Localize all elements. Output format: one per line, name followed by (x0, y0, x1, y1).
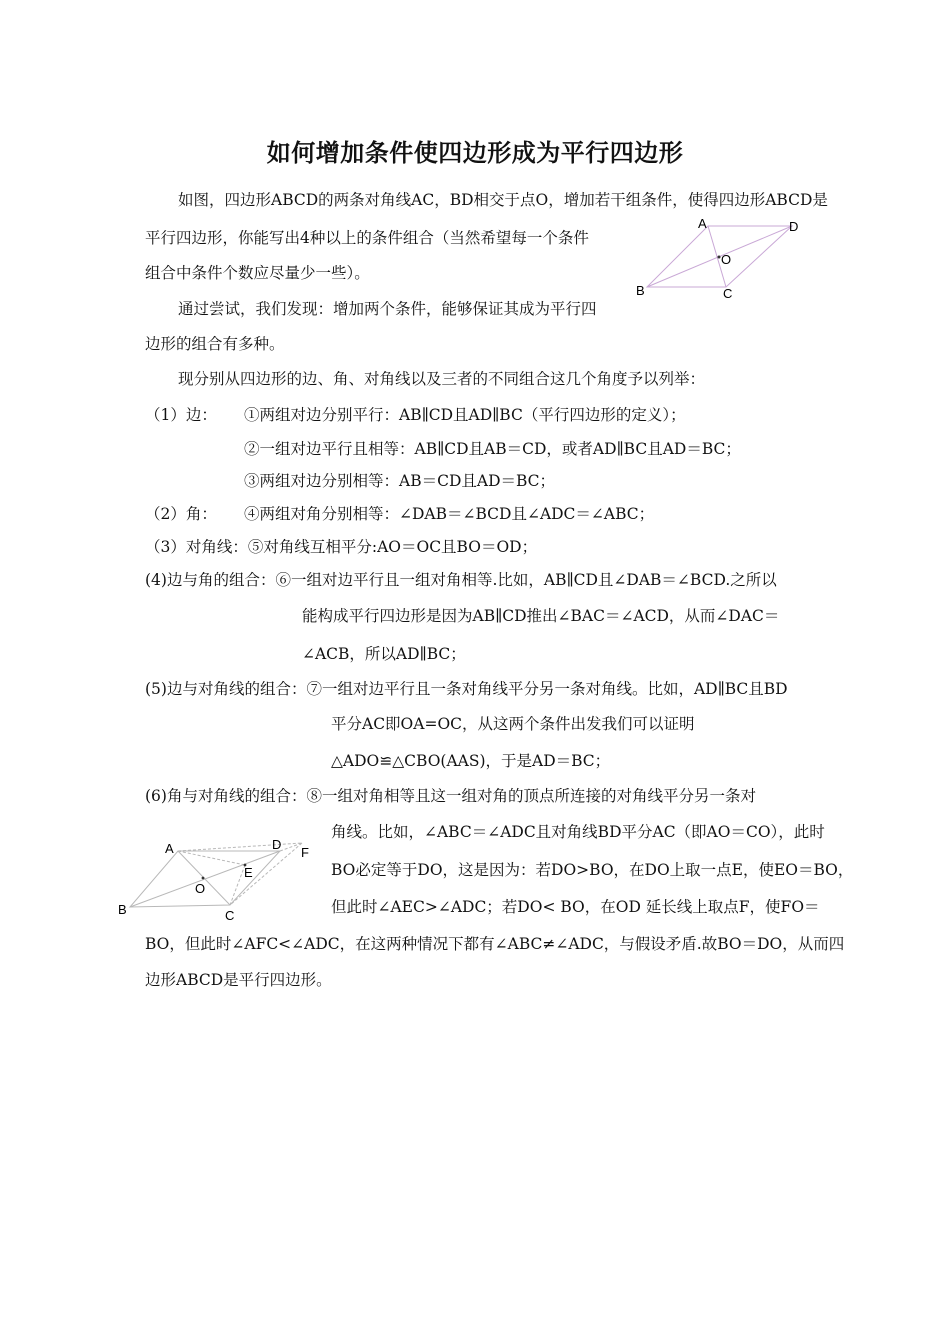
intro-line-4: 通过尝试，我们发现：增加两个条件，能够保证其成为平行四 (178, 300, 597, 318)
figure1-label-C: C (723, 286, 733, 301)
parallelogram-figure-1 (630, 212, 810, 304)
figure2-label-D: D (272, 837, 282, 852)
figure2-label-C: C (225, 908, 235, 923)
section-2-item-1: ④两组对角分别相等：∠DAB＝∠BCD且∠ADC＝∠ABC； (244, 505, 655, 523)
section-1-label: （1）边： (145, 406, 217, 424)
section-5-line-1: (5)边与对角线的组合：⑦一组对边平行且一条对角线平分另一条对角线。比如，AD∥BC且BD (145, 680, 788, 698)
section-6-line-3: BO必定等于DO，这是因为：若DO>BO，在DO上取一点E，使EO＝BO， (331, 861, 854, 879)
section-1-item-3: ③两组对边分别相等：AB＝CD且AD＝BC； (244, 472, 556, 490)
section-3-line: （3）对角线：⑤对角线互相平分:AO＝OC且BO＝OD； (145, 538, 538, 556)
intro-line-3: 组合中条件个数应尽量少一些）。 (145, 264, 370, 282)
figure2-label-A: A (165, 841, 174, 856)
section-1-item-1: ①两组对边分别平行：AB∥CD且AD∥BC（平行四边形的定义）； (244, 406, 686, 424)
section-1-item-2: ②一组对边平行且相等：AB∥CD且AB＝CD，或者AD∥BC且AD＝BC； (244, 440, 741, 458)
section-6-line-5: BO，但此时∠AFC<∠ADC，在这两种情况下都有∠ABC≠∠ADC，与假设矛盾.故BO＝DO，从而四 (145, 935, 845, 953)
figure2-edges (130, 851, 280, 907)
intro-line-1: 如图，四边形ABCD的两条对角线AC，BD相交于点O，增加若干组条件，使得四边形ABCD是 (178, 191, 828, 209)
section-4-line-2: 能构成平行四边形是因为AB∥CD推出∠BAC＝∠ACD，从而∠DAC＝ (302, 607, 780, 625)
section-5-line-2: 平分AC即OA=OC，从这两个条件出发我们可以证明 (331, 715, 695, 733)
intro-line-5: 边形的组合有多种。 (145, 335, 285, 353)
section-4-line-3: ∠ACB，所以AD∥BC； (302, 645, 466, 663)
page-title: 如何增加条件使四边形成为平行四边形 (266, 138, 684, 167)
section-6-line-1: (6)角与对角线的组合：⑧一组对角相等且这一组对角的顶点所连接的对角线平分另一条对 (145, 787, 756, 805)
intro-line-2: 平行四边形，你能写出4种以上的条件组合（当然希望每一个条件 (145, 229, 589, 247)
figure2-label-O: O (195, 881, 206, 896)
section-6-line-4: 但此时∠AEC>∠ADC；若DO< BO，在OD 延长线上取点F，使FO＝ (331, 898, 820, 916)
figure2-label-B: B (118, 902, 127, 917)
section-6-line-2: 角线。比如，∠ABC＝∠ADC且对角线BD平分AC（即AO＝CO），此时 (331, 823, 825, 841)
figure2-label-E: E (244, 865, 253, 880)
section-4-line-1: (4)边与角的组合：⑥一组对边平行且一组对角相等.比如，AB∥CD且∠DAB＝∠BCD.之所以 (145, 571, 777, 589)
figure1-label-O: O (721, 252, 732, 267)
figure1-label-D: D (789, 219, 799, 234)
section-6-line-6: 边形ABCD是平行四边形。 (145, 971, 332, 989)
section-5-line-3: △ADO≌△CBO(AAS)，于是AD＝BC； (331, 752, 611, 770)
section-2-label: （2）角： (145, 505, 217, 523)
figure2-label-F: F (301, 845, 309, 860)
figure1-label-A: A (698, 216, 707, 231)
parallelogram-figure-2 (110, 830, 325, 925)
figure1-label-B: B (636, 283, 645, 298)
intro-line-6: 现分别从四边形的边、角、对角线以及三者的不同组合这几个角度予以列举： (178, 370, 706, 388)
